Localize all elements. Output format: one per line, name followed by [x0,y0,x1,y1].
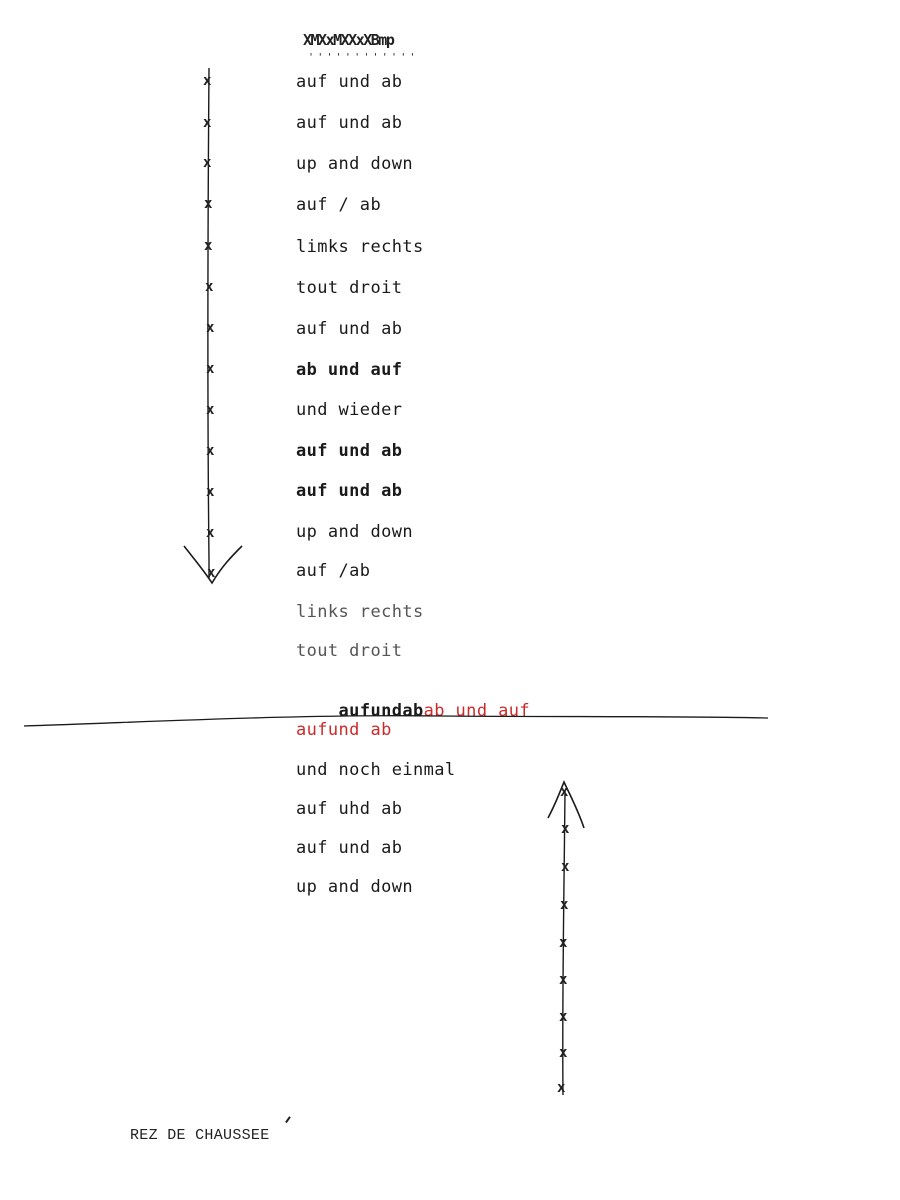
x-mark: x [559,935,568,951]
x-mark: x [206,320,215,336]
mixed-line-red-part: ab und auf [423,701,530,721]
x-mark: x [206,443,215,459]
x-mark: x [206,525,215,541]
x-mark: x [560,784,569,800]
poem-line-12: up and down [296,522,413,542]
poem-line-8: ab und auf [296,360,403,380]
x-mark: x [559,972,568,988]
x-mark: x [559,1045,568,1061]
x-mark: x [559,1009,568,1025]
x-mark: x [206,484,215,500]
red-line: aufund ab [296,720,392,740]
poem-line-1: auf und ab [296,72,403,92]
struck-out-heading: XMXxMXXxXBmp [303,31,394,49]
poem-line-3: up and down [296,154,413,174]
poem-line-6: tout droit [296,278,403,298]
poem-line-9: und wieder [296,400,403,420]
poem-line-14: links rechts [296,602,424,622]
lower-line-3: auf und ab [296,838,403,858]
poem-line-10: auf und ab [296,441,403,461]
poem-line-2: auf und ab [296,113,403,133]
x-mark: x [207,565,216,581]
lower-line-4: up and down [296,877,413,897]
x-mark: x [206,361,215,377]
x-mark: x [203,115,212,131]
x-mark: x [203,73,212,89]
poem-line-15: tout droit [296,641,403,661]
x-mark: x [560,897,569,913]
lower-line-1: und noch einmal [296,760,456,780]
poem-line-7: auf und ab [296,319,403,339]
lower-line-2: auf uhd ab [296,799,403,819]
x-mark: x [203,155,212,171]
tick-marks-row: '''''''''''' [308,52,419,63]
x-mark: x [204,196,213,212]
x-mark: x [557,1080,566,1096]
x-mark: x [205,279,214,295]
footer-caption: REZ DE CHAUSSEE [130,1127,270,1144]
mixed-line-black-part: aufundab [338,701,424,721]
x-mark: x [204,238,213,254]
poem-line-4: auf / ab [296,195,382,215]
poem-line-13: auf /ab [296,561,371,581]
x-mark: x [561,821,570,837]
ground-floor-line [24,716,768,726]
x-mark: x [561,859,570,875]
x-mark: x [206,402,215,418]
poem-line-5: limks rechts [296,237,424,257]
poem-line-11: auf und ab [296,481,403,501]
